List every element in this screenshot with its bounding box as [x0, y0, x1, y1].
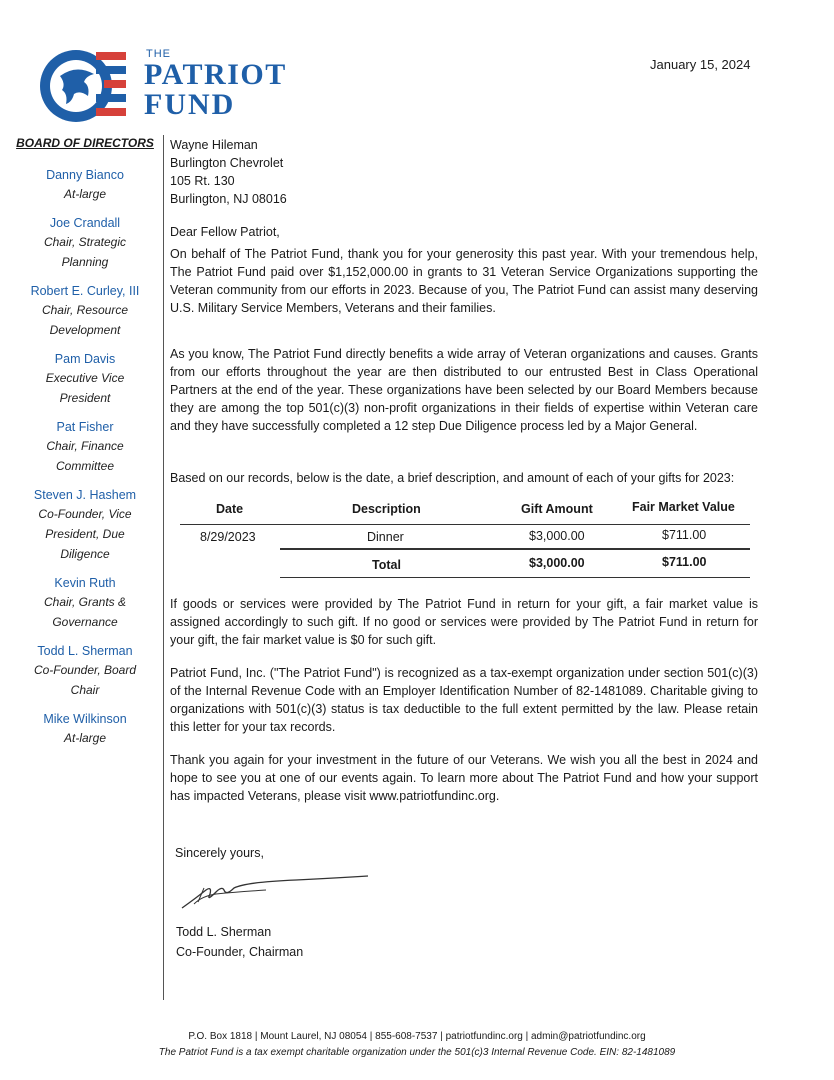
cell-date: 8/29/2023 [200, 530, 256, 544]
member-role: Committee [55, 459, 114, 473]
member-name: Pam Davis [54, 352, 116, 366]
address-line: Burlington Chevrolet [170, 156, 284, 170]
footer-tax-note: The Patriot Fund is a tax exempt charitable organization under the 501(c)3 Internal Revenue Code. EIN: 82-1481089 [158, 1047, 676, 1058]
member-role: Chair, Finance [46, 439, 124, 453]
cell-fair-market-value: $711.00 [662, 528, 707, 542]
member-role: Chair, Strategic [43, 235, 127, 249]
board-member [14, 166, 156, 204]
member-name: Steven J. Hashem [33, 488, 137, 502]
sidebar-divider [163, 135, 164, 1000]
address-line: Wayne Hileman [170, 138, 258, 152]
paragraph-thanks: On behalf of The Patriot Fund, thank you for your generosity this past year. With your tremendous help, The Patriot Fund paid over $1,152,000.00 in grants to 31 Veteran Service Organizations supporting the Veteran community from our efforts in 2023. Because of you, The Patriot Fund can assist many deserving U.S. Military Service Members, Veterans and their families. [170, 247, 758, 315]
header-fair-market-value: Fair Market Value [632, 500, 735, 514]
member-role: Diligence [60, 547, 110, 561]
table-total-row [180, 555, 750, 575]
closing: Sincerely yours, [175, 846, 264, 860]
signer-name: Todd L. Sherman [176, 925, 272, 939]
cell-total-fair-market-value: $711.00 [662, 555, 707, 569]
member-role: Executive Vice [45, 371, 125, 385]
address-line: Burlington, NJ 08016 [170, 192, 287, 206]
paragraph-tax-exempt: Patriot Fund, Inc. ("The Patriot Fund") is recognized as a tax-exempt organization under section 501(c)(3) of the Internal Revenue Code with an Employer Identification Number of 82-1481089. Charitable giving to organizations with 501(c)(3) status is tax deductible to the full extent permitted by the law. Please retain this letter for your tax records. [170, 666, 758, 734]
paragraph-records: Based on our records, below is the date, a brief description, and amount of each of your gifts for 2023: [170, 471, 735, 485]
board-member [14, 418, 156, 476]
salutation: Dear Fellow Patriot, [170, 225, 280, 239]
cell-gift-amount: $3,000.00 [529, 529, 585, 543]
footer-contact: P.O. Box 1818 | Mount Laurel, NJ 08054 | 855-608-7537 | patriotfundinc.org | admin@patriotfundinc.org [188, 1031, 646, 1042]
signature-icon [176, 868, 376, 918]
table-row [180, 530, 750, 550]
member-name: Joe Crandall [49, 216, 121, 230]
table-rule [180, 524, 750, 525]
member-role: At-large [63, 187, 107, 201]
board-member [14, 710, 156, 748]
member-name: Kevin Ruth [54, 576, 116, 590]
member-role: Chair, Resource [41, 303, 129, 317]
table-rule [280, 577, 750, 578]
member-role: Chair, Grants & [43, 595, 127, 609]
address-line: 105 Rt. 130 [170, 174, 235, 188]
recipient-address [170, 136, 287, 208]
board-member [14, 574, 156, 632]
member-role: Co-Founder, Board [33, 663, 137, 677]
member-role: Co-Founder, Vice [38, 507, 132, 521]
table-header-row [180, 502, 750, 522]
board-member [14, 486, 156, 564]
member-role: President, Due [45, 527, 125, 541]
member-role: Governance [52, 615, 118, 629]
member-role: Planning [61, 255, 109, 269]
cell-total-gift-amount: $3,000.00 [529, 556, 585, 570]
paragraph-fair-market: If goods or services were provided by The Patriot Fund in return for your gift, a fair market value is assigned accordingly to such gift. If no good or services were provided by The Patriot Fund in return for your gift, the fair market value is $0 for such gift. [170, 597, 758, 647]
member-role: President [59, 391, 111, 405]
board-member [14, 214, 156, 272]
logo-fund: FUND [144, 88, 236, 121]
board-title: BOARD OF DIRECTORS [16, 136, 154, 150]
letter-date: January 15, 2024 [650, 57, 751, 72]
logo-patriot: PATRIOT [144, 58, 287, 91]
board-member [14, 282, 156, 340]
cell-total-label: Total [372, 558, 401, 572]
board-member [14, 350, 156, 408]
logo-the: THE [146, 48, 171, 60]
signer-title: Co-Founder, Chairman [176, 945, 304, 959]
table-rule [280, 548, 750, 550]
board-member [14, 642, 156, 700]
member-name: Mike Wilkinson [43, 712, 127, 726]
member-name: Pat Fisher [56, 420, 114, 434]
board-of-directors [14, 136, 156, 758]
paragraph-benefits: As you know, The Patriot Fund directly benefits a wide array of Veteran organizations and causes. Grants from our efforts throughout the year are then distributed to our entrusted Best in Class Operational Partners at the end of the year. These organizations have been selected by our Board Members because they are among the top 501(c)(3) non-profit organizations in their fields of expertise within Veteran care and they have successfully completed a 12 step Due Diligence process led by a Major General. [170, 347, 758, 433]
member-name: Robert E. Curley, III [30, 284, 140, 298]
member-role: At-large [63, 731, 107, 745]
member-role: Development [49, 323, 121, 337]
member-name: Todd L. Sherman [37, 644, 133, 658]
header-date: Date [216, 502, 244, 516]
cell-description: Dinner [367, 530, 404, 544]
header-description: Description [352, 502, 421, 516]
paragraph-closing-thanks: Thank you again for your investment in the future of our Veterans. We wish you all the best in 2024 and hope to see you at one of our events again. To learn more about The Patriot Fund and how your support has impacted Veterans, please visit www.patriotfundinc.org. [170, 753, 758, 803]
member-name: Danny Bianco [46, 168, 124, 182]
member-role: Chair [70, 683, 100, 697]
header-gift-amount: Gift Amount [521, 502, 593, 516]
